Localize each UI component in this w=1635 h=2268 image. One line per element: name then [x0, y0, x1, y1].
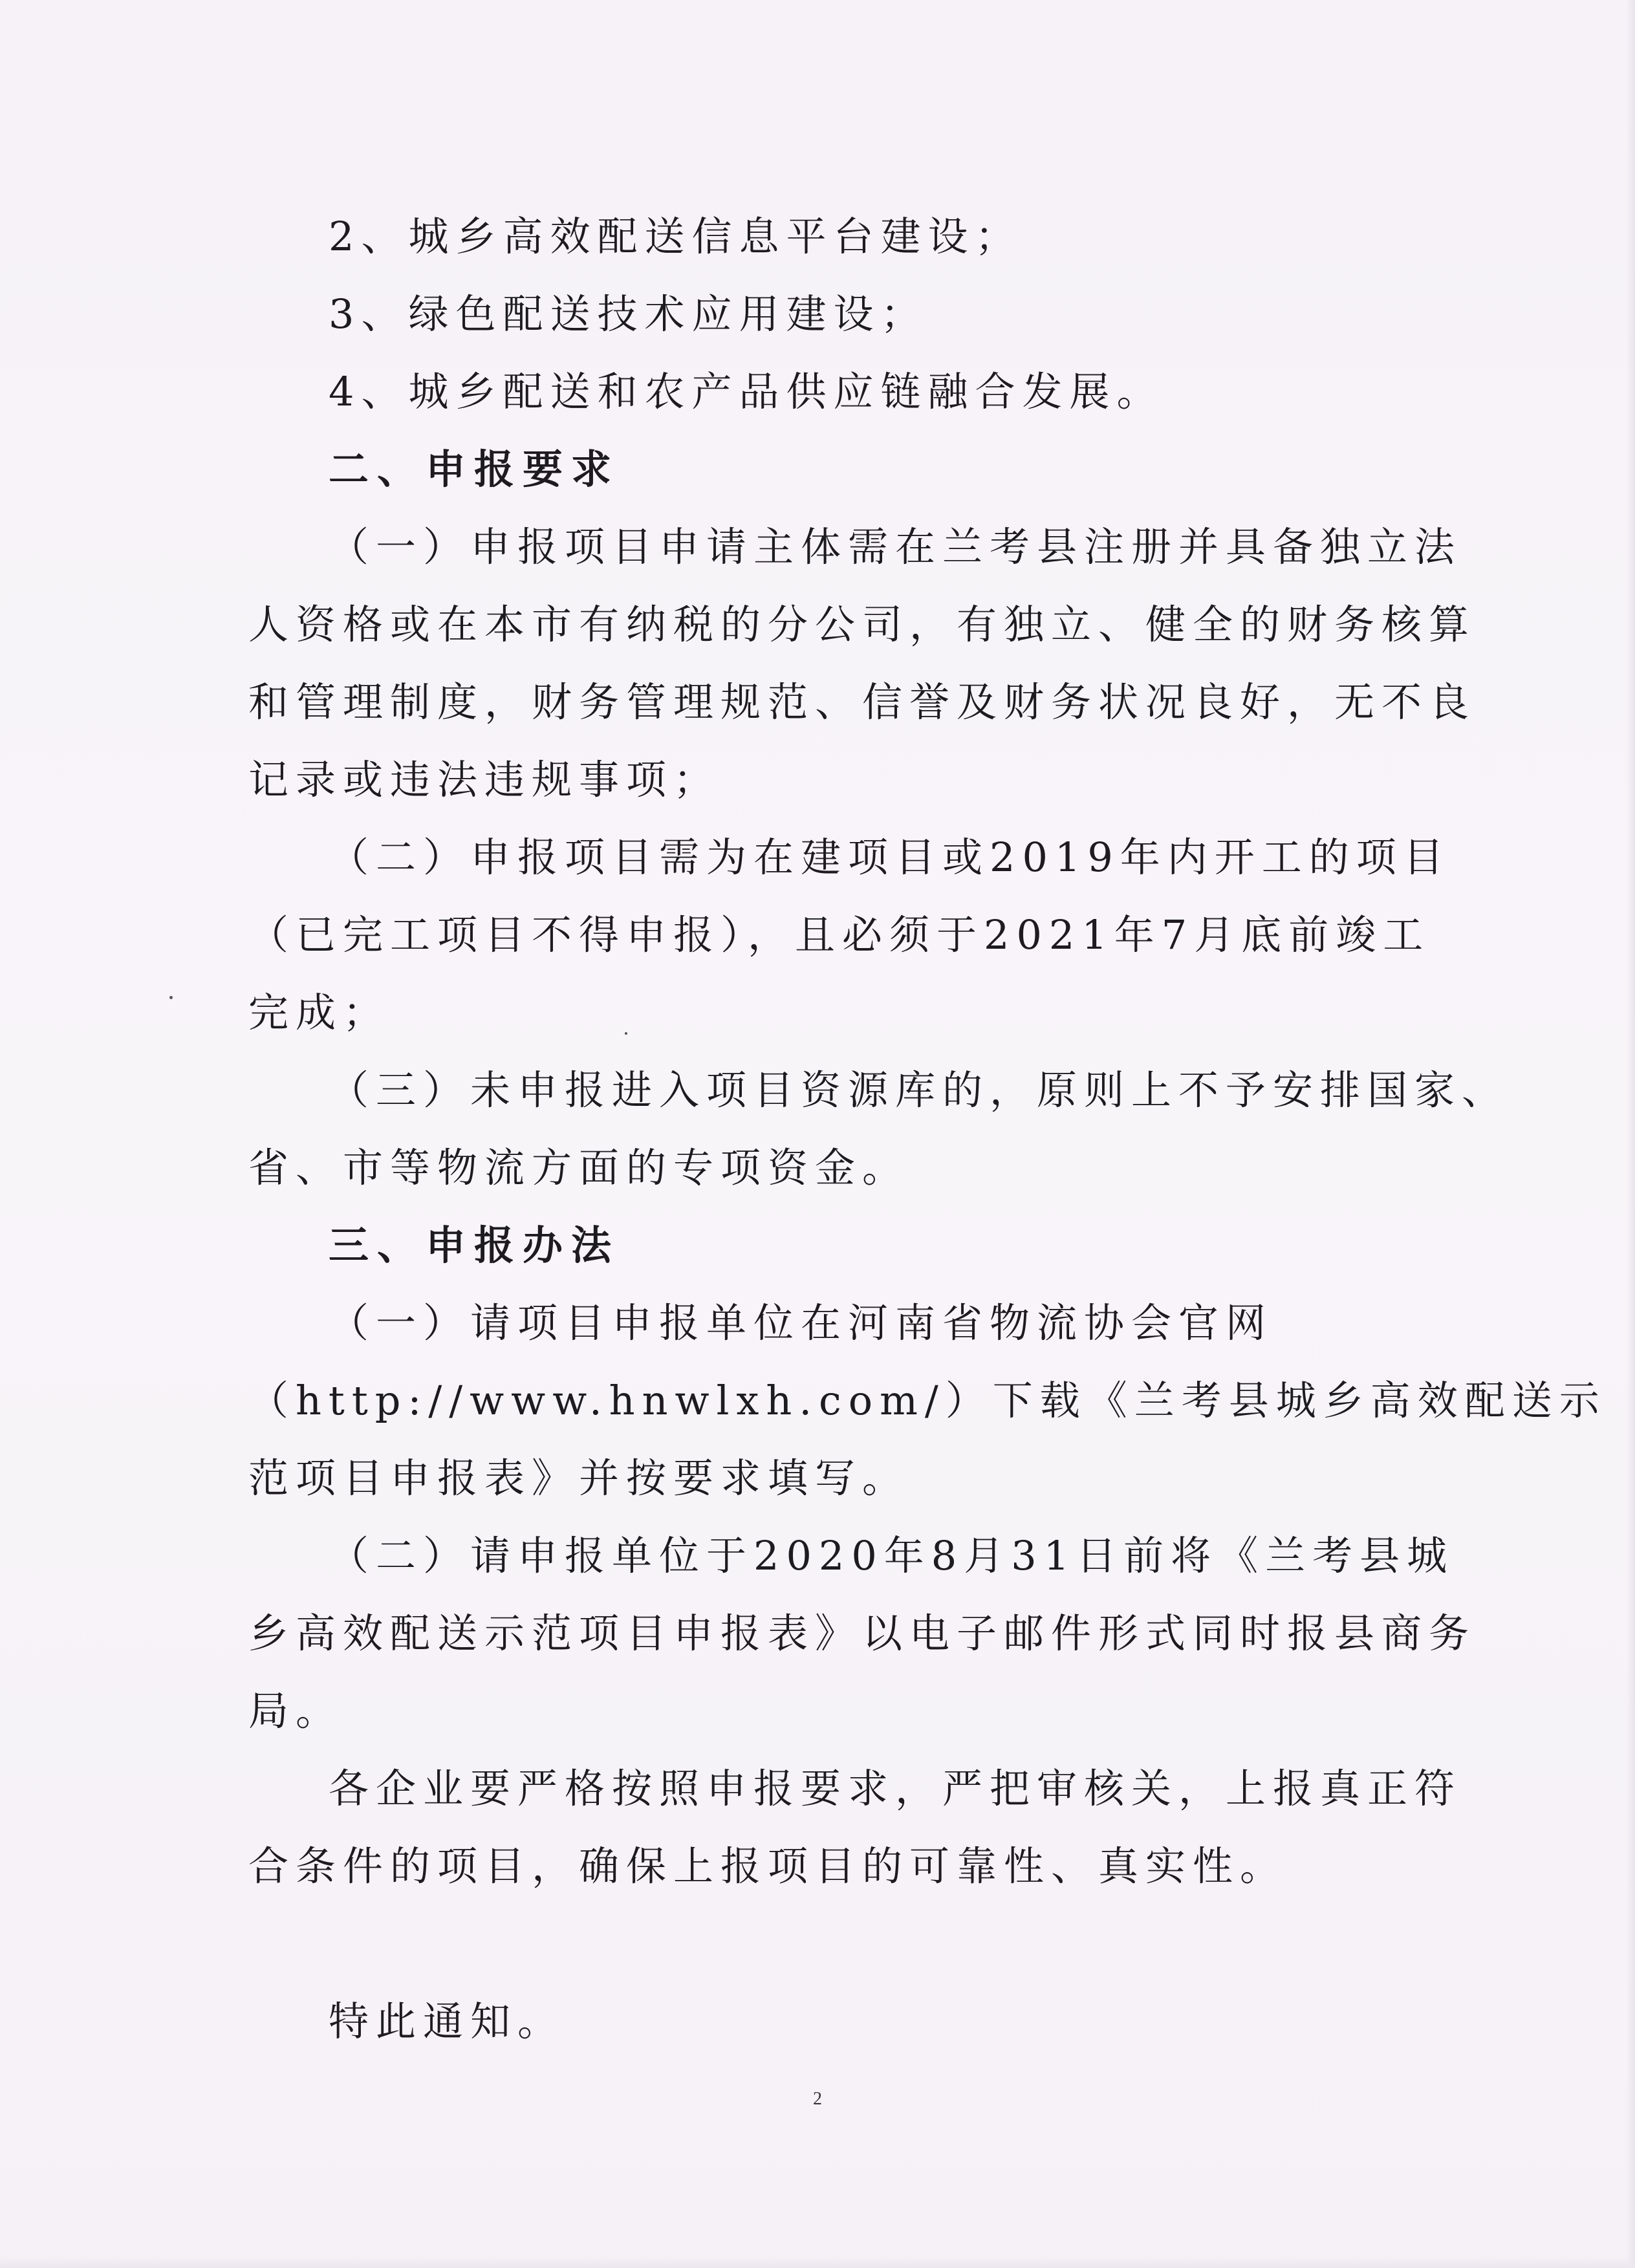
paragraph-line: 完成；: [248, 989, 391, 1036]
paragraph-line: 各企业要严格按照申报要求，严把审核关，上报真正符: [329, 1765, 1462, 1812]
list-item-3: 3、绿色配送技术应用建设；: [329, 290, 928, 338]
paragraph-line: （三）未申报进入项目资源库的，原则上不予安排国家、: [329, 1066, 1510, 1114]
paragraph-line: 和管理制度，财务管理规范、信誉及财务状况良好，无不良: [248, 678, 1477, 726]
paragraph-line: （一）请项目申报单位在河南省物流协会官网: [329, 1299, 1273, 1346]
paragraph-line: （二）请申报单位于2020年8月31日前将《兰考县城: [329, 1532, 1455, 1579]
paragraph-line: 范项目申报表》并按要求填写。: [248, 1454, 910, 1502]
list-item-2: 2、城乡高效配送信息平台建设；: [329, 213, 1023, 260]
page-bottom-shadow: [0, 2256, 1635, 2268]
scan-speck: [169, 996, 173, 999]
section-heading-requirements: 二、申报要求: [329, 446, 620, 493]
section-heading-method: 三、申报办法: [329, 1222, 620, 1269]
scan-speck: [625, 1032, 627, 1035]
paragraph-line: （二）申报项目需为在建项目或2019年内开工的项目: [329, 834, 1451, 881]
paragraph-line: 合条件的项目，确保上报项目的可靠性、真实性。: [248, 1842, 1288, 1890]
page-number: 2: [813, 2089, 822, 2109]
paragraph-line: （http://www.hnwlxh.com/）下载《兰考县城乡高效配送示: [248, 1377, 1607, 1424]
paragraph-line: 人资格或在本市有纳税的分公司，有独立、健全的财务核算: [248, 601, 1477, 648]
paragraph-line: 省、市等物流方面的专项资金。: [248, 1144, 910, 1191]
closing-line: 特此通知。: [329, 1998, 565, 2045]
paragraph-line: 乡高效配送示范项目申报表》以电子邮件形式同时报县商务: [248, 1610, 1477, 1657]
paragraph-line: 记录或违法违规事项；: [248, 756, 721, 803]
list-item-4: 4、城乡配送和农产品供应链融合发展。: [329, 368, 1164, 415]
paragraph-line: 局。: [248, 1687, 343, 1734]
page-edge-shadow: [1626, 0, 1635, 2268]
paragraph-line: （一）申报项目申请主体需在兰考县注册并具备独立法: [329, 523, 1462, 570]
paragraph-line: （已完工项目不得申报），且必须于2021年7月底前竣工: [248, 911, 1431, 958]
